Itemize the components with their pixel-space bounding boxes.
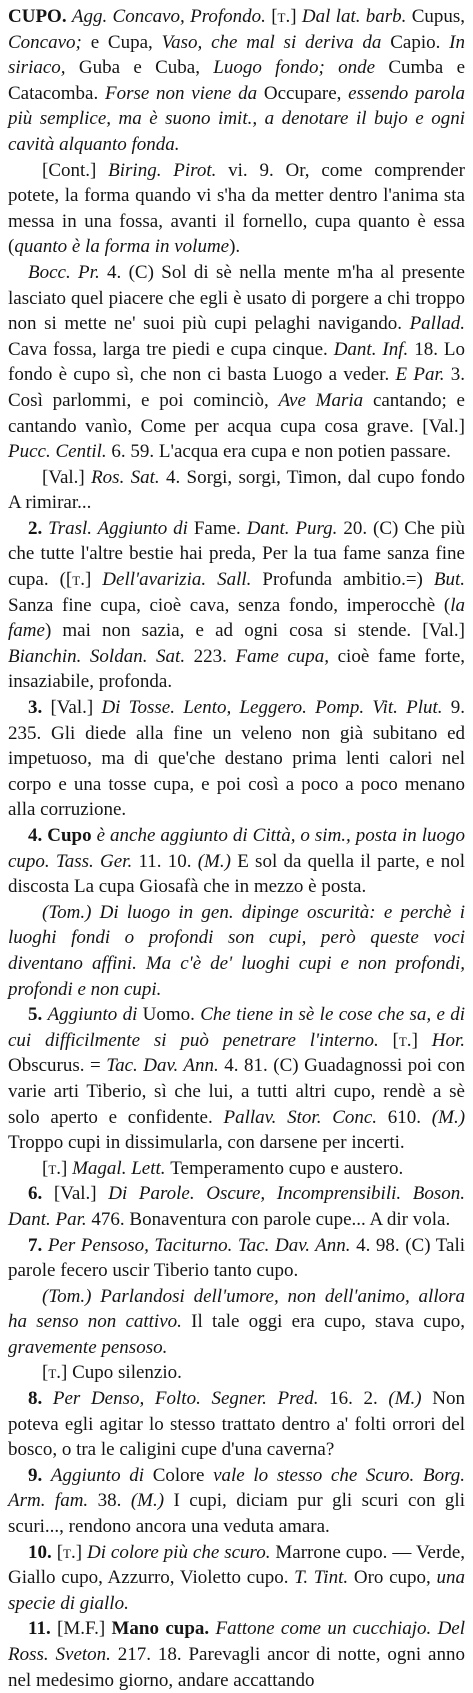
roman-text: Profunda ambitio.=) [262,569,434,591]
roman-text: [M.F.] [57,1618,112,1640]
roman-text: Occupare, [263,82,349,104]
roman-text: 18. Lo fondo è cupo sì, che non ci basta Luogo a veder. [8,338,465,386]
roman-text: [ [42,1157,49,1179]
roman-text: Uomo. [142,1004,201,1026]
sense-10-paragraph [8,1540,465,1617]
roman-text: 6. 59. L'acqua era cupa e non potien passare. [111,441,451,463]
italic-text: Pallav. Stor. Conc. [223,1106,388,1128]
sense-7-paragraph [8,1233,465,1284]
roman-text: ] Cupo silenzio. [61,1362,182,1384]
italic-text: (Tom.) Parlandosi dell'umore, non dell'animo, allora ha senso non cattivo. [8,1285,465,1333]
roman-text: Guba e Cuba, [78,57,214,79]
bold-text: 10. [28,1541,57,1563]
small-caps-text: t. [277,6,291,27]
italic-text: (Tom.) Di luogo in gen. dipinge oscurità: e perchè i luoghi fondi o profondi son cupi, però queste voci diventano affini. Ma c'è de' luoghi cupi e non profondi, profondi e non cupi. [8,901,465,1000]
sense-9-paragraph [8,1463,465,1540]
roman-text: e Cupa, [90,31,162,53]
italic-text: vale lo stesso che Scuro. Borg. Arm. fam. [8,1464,466,1512]
italic-text: Di Tosse. Lento, Leggero. Pomp. Vit. Plut. [101,697,451,719]
italic-text: (M.) [431,1106,466,1128]
bold-text: 2. [28,517,49,539]
roman-text: [ [56,1541,64,1563]
roman-text: Il tale oggi era cupo, stava cupo, [191,1311,465,1333]
italic-text: E Par. [395,364,451,386]
italic-text: T. Tint. [294,1567,354,1589]
citation-paragraph [8,158,465,260]
italic-text: Tac. Dav. Ann. [106,1055,225,1077]
roman-text: Colore [152,1464,214,1486]
italic-text: la fame [8,594,465,642]
italic-text: Per Denso, Folto. Segner. Pred. [52,1388,330,1410]
sense-4-paragraph [8,823,465,900]
roman-text: 4. Sorgi, sorgi, Timon, dal cupo fondo A rimirar... [8,466,466,514]
citation-paragraph [8,1360,465,1386]
italic-text: Di Parole. Oscure, Incomprensibili. Boson. Dant. Par. [8,1183,466,1230]
sense-6-paragraph [8,1181,465,1232]
roman-text: Oro cupo, [353,1567,437,1589]
roman-text: 4. 81. (C) Guadagnossi poi con varie arti Tiberio, sì che lui, a tutti altri cupo, rendè a sè solo aperto e confidente. [8,1055,465,1128]
italic-text: Forse non viene da [104,82,264,104]
italic-text: Luogo fondo; onde [213,57,389,79]
italic-text: Fattone come un cucchiajo. Del Ross. Sveton. [8,1618,466,1665]
roman-text: E sol da quella il parte, e nol discosta La cupa Giosafà che in mezzo è posta. [8,850,465,898]
roman-text: ) mai non sazia, e ad ogni cosa si stende. [Val.] [44,620,465,642]
roman-text: [ [392,1029,399,1051]
small-caps-text: t. [398,1029,412,1051]
sense-5-paragraph [8,1002,465,1156]
italic-text: (M.) [197,850,238,872]
roman-text: Temperamento cupo e austero. [170,1157,404,1179]
roman-text: ] [75,1541,87,1563]
italic-text: Per Pensoso, Taciturno. Tac. Dav. Ann. [47,1234,357,1256]
bold-text: 11. [28,1618,58,1640]
citation-paragraph [8,465,465,516]
roman-text: Cumba e Catacomba. [8,57,465,104]
roman-text: 476. Bonaventura con parole cupe... A dir vola. [91,1208,451,1230]
italic-text: Hor. [431,1029,465,1051]
roman-text: 11. 10. [138,850,198,872]
italic-text: Trasl. Aggiunto di [48,517,194,539]
italic-text: una specie di giallo. [8,1567,466,1614]
italic-text: Pucc. Centil. [8,441,112,463]
bold-text: 9. [28,1464,51,1486]
roman-text: [Val.] [50,697,102,719]
italic-text: Di colore più che scuro. [86,1541,276,1563]
citation-paragraph [8,260,465,465]
roman-text: 610. [387,1106,432,1128]
roman-text: Capio. [390,31,450,53]
italic-text: Dal lat. barb. [301,6,412,27]
italic-text: In siriaco, [8,31,465,79]
small-caps-text: t. [48,1362,62,1384]
roman-text: Cupus, [411,6,466,27]
bold-text: CUPO. [8,6,72,27]
italic-text: Ave Maria [278,389,373,411]
roman-text: [Val.] [53,1183,109,1205]
bold-text: 3. [28,697,51,719]
small-caps-text: t. [63,1541,76,1563]
roman-text: I cupi, diciam pur gli scuri con gli scuri..., rendono ancora una veduta amara. [8,1490,465,1538]
roman-text: ] [61,1157,73,1179]
roman-text: Non poteva egli agitar lo stesso trattato dentro a' folti orrori del bosco, o tra le caligini cupe d'una caverna? [8,1388,466,1461]
italic-text: Aggiunto di [47,1004,143,1026]
roman-text: cantando; e cantando vanìo, Come per acqua cupa cosa grave. [Val.] [8,389,465,437]
roman-text: cioè fame forte, insaziabile, profonda. [8,645,466,693]
roman-text: ] [411,1029,432,1051]
small-caps-text: t. [72,569,85,591]
roman-text: 4. (C) Sol di sè nella mente m'ha al presente lasciato quel piacere che egli è usato di porgere a chi troppo non si mette ne' suoi più cupi pelaghi navigando. [8,261,465,335]
roman-text: 223. [193,645,236,667]
italic-text: Pallad. [409,313,465,335]
roman-text: [ [42,1362,49,1384]
note-paragraph [8,900,465,1002]
citation-paragraph [8,1156,465,1182]
italic-text: Concavo; [8,31,91,53]
italic-text: Vaso, che mal si deriva da [161,31,391,53]
italic-text: Dant. Purg. [246,517,344,539]
italic-text: Fame cupa, [235,645,338,667]
bold-text: 8. [28,1388,53,1410]
roman-text: ] [290,6,302,27]
bold-text: 6. [28,1183,54,1205]
note-paragraph [8,1284,465,1361]
italic-text: Biring. Pirot. [108,159,229,181]
bold-text: 5. [28,1004,48,1026]
entry-headword-paragraph [8,4,465,158]
italic-text: Bianchin. Soldan. Sat. [8,645,194,667]
italic-text: gravemente pensoso. [8,1336,168,1358]
italic-text: Ros. Sat. [91,466,166,488]
italic-text: (M.) [130,1490,174,1512]
italic-text: essendo parola più semplice, ma è suono imit., a denotare il bujo e ogni cavità alquanto fonda. [8,82,466,155]
roman-text: ). [229,236,241,258]
roman-text: [Cont.] [42,159,109,181]
roman-text: Obscurus. = [8,1055,107,1077]
sense-3-paragraph [8,695,465,823]
italic-text: quanto è la forma in volume [14,236,230,258]
italic-text: Dell'avarizia. Sall. [102,569,263,591]
roman-text: ] [84,569,103,591]
bold-text: 7. [28,1234,48,1256]
italic-text: Agg. Concavo, Profondo. [71,6,272,27]
roman-text: [Val.] [42,466,92,488]
bold-text: Mano cupa. [111,1618,216,1640]
bold-text: Cupo [47,825,97,846]
roman-text: [ [271,6,278,27]
roman-text: 3. Così parlommi, e poi cominciò, [8,364,465,411]
roman-text: vi. 9. Or, come comprender potete, la forma quando vi s'ha da metter dentro l'anima sta messa in una fossa, avanti il fornello, cupa quanto è essa ( [8,159,466,258]
italic-text: Che tiene in sè le cose che sa, e di cui difficilmente si può penetrare l'interno. [8,1004,465,1051]
roman-text: 9. 235. Gli diede alla fine un veleno non già subitano ed impetuoso, ma di que'che destano prima lenti calori nel corpo e una tosse cupa, e poi così a poco a poco menano alla corruzione. [8,697,465,821]
roman-text: Cava fossa, larga tre piedi e cupa cinque. [8,338,334,360]
sense-8-paragraph [8,1386,465,1463]
roman-text: Marrone cupo. — Verde, Giallo cupo, Azzurro, Violetto cupo. [8,1541,465,1589]
roman-text: Fame. [193,517,247,539]
bold-text: 4. [28,825,48,846]
roman-text: 38. [97,1490,131,1512]
italic-text: è anche aggiunto di Città, o sim., posta in luogo cupo. Tass. Ger. [8,825,465,872]
roman-text: 16. 2. [329,1388,389,1410]
roman-text: 20. (C) Che più che tutte l'altre bestie hai preda, Per la tua fame sanza fine cupa. ([ [8,517,466,591]
roman-text: 217. 18. Parevagli ancor di notte, ogni anno nel medesimo giorno, andare accattando [8,1644,465,1691]
italic-text: (M.) [388,1388,433,1410]
italic-text: Bocc. Pr. [28,261,108,283]
small-caps-text: t. [48,1157,62,1179]
roman-text: Sanza fine cupa, cioè cava, senza fondo, imperocchè ( [8,594,451,616]
sense-2-paragraph [8,516,465,695]
sense-11-paragraph [8,1616,465,1693]
italic-text: Magal. Lett. [72,1157,171,1179]
italic-text: Dant. Inf. [333,338,415,360]
italic-text: Aggiunto di [50,1464,153,1486]
roman-text: 4. 98. (C) Tali parole fecero uscir Tiberio tanto cupo. [8,1234,465,1282]
italic-text: But. [433,569,466,591]
roman-text: Troppo cupi in dissimularla, con darsene per incerti. [8,1132,405,1154]
